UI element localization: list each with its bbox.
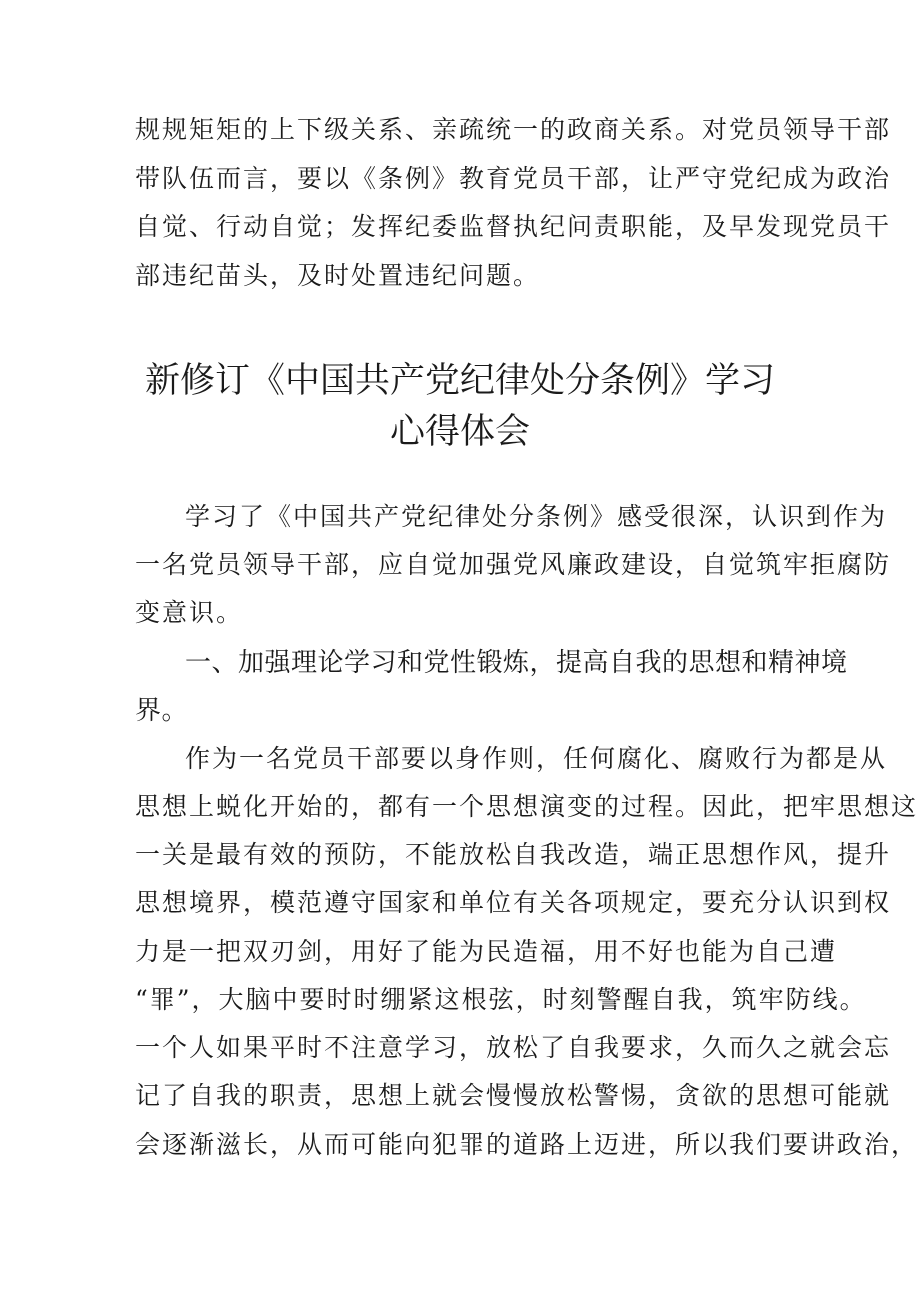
heading-line-1: 一、加强理论学习和党性锻炼，提高自我的思想和精神境: [185, 648, 848, 678]
text-line: 一个人如果平时不注意学习，放松了自我要求，久而久之就会忘: [135, 1033, 892, 1062]
text-line: “罪”，大脑中要时时绷紧这根弦，时刻警醒自我，筑牢防线。: [135, 985, 867, 1014]
title-line-1: 新修订《中国共产党纪律处分条例》学习: [144, 361, 775, 401]
text-line: 自觉、行动自觉；发挥纪委监督执纪问责职能，及早发现党员干: [135, 212, 892, 241]
text-line: 带队伍而言，要以《条例》教育党员干部，让严守党纪成为政治: [135, 164, 892, 193]
text-line: 部违纪苗头，及时处置违纪问题。: [135, 261, 541, 290]
text-line: 力是一把双刃剑，用好了能为民造福，用不好也能为自己遭: [135, 937, 838, 966]
text-line: 一名党员领导干部，应自觉加强党风廉政建设，自觉筑牢拒腐防: [135, 550, 892, 579]
text-line: 思想上蜕化开始的，都有一个思想演变的过程。因此，把牢思想这: [135, 792, 919, 821]
text-line: 会逐渐滋长，从而可能向犯罪的道路上迈进，所以我们要讲政治，: [135, 1130, 919, 1159]
text-line: 变意识。: [135, 598, 244, 627]
text-line: 一关是最有效的预防，不能放松自我改造，端正思想作风，提升: [135, 840, 892, 869]
text-line: 思想境界，模范遵守国家和单位有关各项规定，要充分认识到权: [135, 888, 892, 917]
text-line: 学习了《中国共产党纪律处分条例》感受很深，认识到作为: [185, 502, 888, 531]
heading-line-2: 界。: [135, 696, 189, 726]
text-line: 记了自我的职责，思想上就会慢慢放松警惕，贪欲的思想可能就: [135, 1081, 892, 1110]
title-line-2: 心得体会: [389, 412, 530, 452]
text-line: 规规矩矩的上下级关系、亲疏统一的政商关系。对党员领导干部: [135, 115, 892, 144]
text-line: 作为一名党员干部要以身作则，任何腐化、腐败行为都是从: [185, 744, 888, 773]
